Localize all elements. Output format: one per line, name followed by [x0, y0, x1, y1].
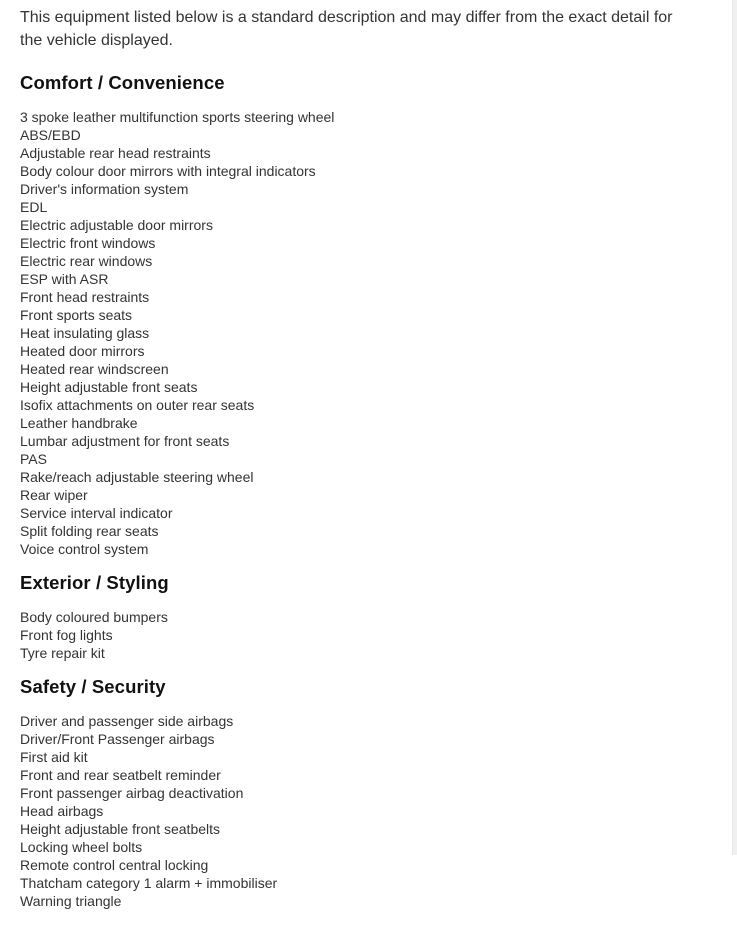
equipment-list: [20, 608, 710, 662]
equipment-item: Voice control system: [20, 541, 149, 557]
equipment-item: Isofix attachments on outer rear seats: [20, 397, 255, 413]
equipment-item: Front passenger airbag deactivation: [20, 785, 244, 801]
equipment-item: Tyre repair kit: [20, 645, 105, 661]
equipment-section: [20, 570, 710, 662]
scrollbar-track[interactable]: [732, 0, 737, 855]
equipment-item: Split folding rear seats: [20, 523, 159, 539]
equipment-item: Service interval indicator: [20, 505, 173, 521]
equipment-item: Thatcham category 1 alarm + immobiliser: [20, 875, 278, 891]
equipment-item: Front head restraints: [20, 289, 150, 305]
equipment-content: [20, 6, 710, 910]
equipment-item: Heated rear windscreen: [20, 361, 169, 377]
equipment-item: Heat insulating glass: [20, 325, 150, 341]
equipment-item: ABS/EBD: [20, 127, 81, 143]
equipment-item: ESP with ASR: [20, 271, 109, 287]
equipment-item: Height adjustable front seats: [20, 379, 198, 395]
equipment-item: Body colour door mirrors with integral indicators: [20, 163, 316, 179]
equipment-item: Heated door mirrors: [20, 343, 145, 359]
section-title: Comfort / Convenience: [20, 72, 225, 93]
equipment-item: PAS: [20, 451, 47, 467]
equipment-item: EDL: [20, 199, 48, 215]
section-title: Exterior / Styling: [20, 572, 169, 593]
equipment-item: Head airbags: [20, 803, 104, 819]
equipment-item: Warning triangle: [20, 893, 122, 909]
equipment-item: 3 spoke leather multifunction sports steering wheel: [20, 109, 335, 125]
equipment-list: [20, 712, 710, 910]
equipment-item: Lumbar adjustment for front seats: [20, 433, 230, 449]
equipment-item: Rear wiper: [20, 487, 88, 503]
equipment-item: Electric front windows: [20, 235, 156, 251]
equipment-sections: [20, 70, 710, 910]
equipment-item: Front fog lights: [20, 627, 113, 643]
equipment-item: Driver's information system: [20, 181, 189, 197]
equipment-item: Driver and passenger side airbags: [20, 713, 234, 729]
equipment-item: Driver/Front Passenger airbags: [20, 731, 215, 747]
section-title: Safety / Security: [20, 676, 166, 697]
equipment-item: Adjustable rear head restraints: [20, 145, 211, 161]
equipment-item: Rake/reach adjustable steering wheel: [20, 469, 254, 485]
equipment-item: Height adjustable front seatbelts: [20, 821, 221, 837]
equipment-item: Locking wheel bolts: [20, 839, 143, 855]
equipment-item: First aid kit: [20, 749, 88, 765]
equipment-item: Electric rear windows: [20, 253, 153, 269]
equipment-item: Front sports seats: [20, 307, 133, 323]
equipment-item: Front and rear seatbelt reminder: [20, 767, 221, 783]
equipment-item: Remote control central locking: [20, 857, 209, 873]
equipment-item: Body coloured bumpers: [20, 609, 168, 625]
equipment-section: [20, 674, 710, 910]
equipment-disclaimer: This equipment listed below is a standard description and may differ from the exact detail for the vehicle displayed.: [20, 9, 673, 49]
equipment-list: [20, 108, 710, 558]
equipment-item: Leather handbrake: [20, 415, 138, 431]
equipment-section: [20, 70, 710, 558]
equipment-item: Electric adjustable door mirrors: [20, 217, 213, 233]
